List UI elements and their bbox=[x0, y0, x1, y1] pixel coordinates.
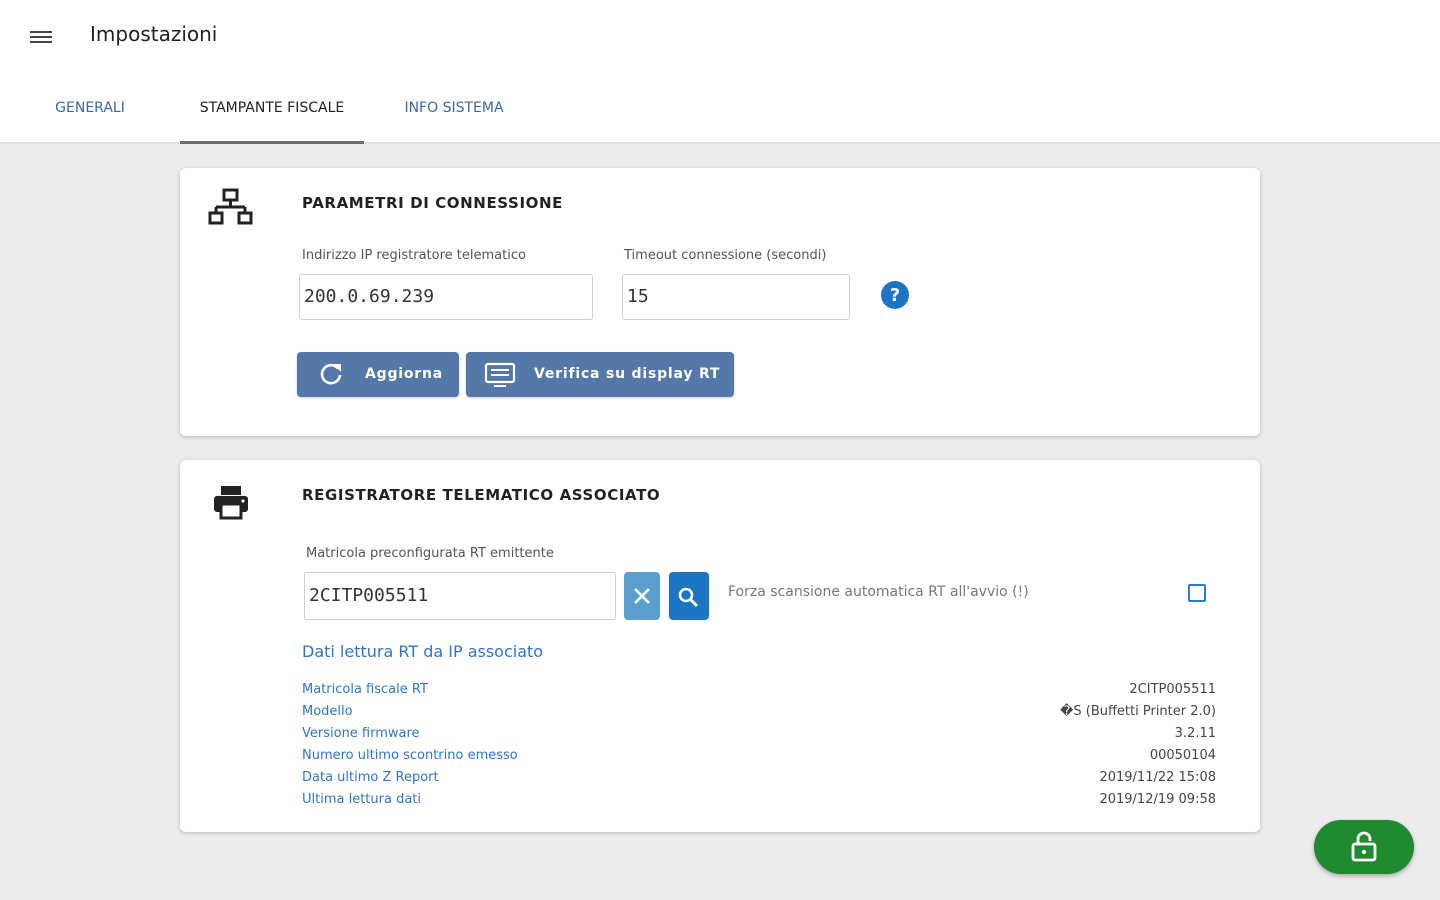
verify-display-button[interactable] bbox=[466, 352, 734, 397]
timeout-label: Timeout connessione (secondi) bbox=[624, 248, 827, 263]
info-value: �S (Buffetti Printer 2.0) bbox=[1060, 704, 1216, 719]
display-icon bbox=[484, 362, 516, 392]
register-title: REGISTRATORE TELEMATICO ASSOCIATO bbox=[302, 486, 661, 504]
tab-stampante-fiscale[interactable]: STAMPANTE FISCALE bbox=[180, 96, 364, 144]
app-header bbox=[0, 0, 1440, 144]
info-value: 2019/12/19 09:58 bbox=[1099, 792, 1216, 807]
svg-text:?: ? bbox=[889, 285, 901, 306]
info-value: 3.2.11 bbox=[1174, 726, 1216, 741]
tab-generali[interactable]: GENERALI bbox=[55, 100, 125, 116]
register-card bbox=[180, 460, 1260, 832]
force-scan-checkbox[interactable] bbox=[1188, 584, 1206, 602]
info-row-firmware bbox=[302, 726, 1216, 748]
info-label: Ultima lettura dati bbox=[302, 792, 422, 807]
refresh-button[interactable] bbox=[297, 352, 459, 397]
unlock-fab-button[interactable] bbox=[1314, 820, 1414, 874]
timeout-input[interactable]: 15 bbox=[622, 274, 850, 320]
hamburger-menu-icon[interactable] bbox=[30, 28, 52, 46]
close-icon bbox=[632, 586, 652, 606]
info-value: 00050104 bbox=[1149, 748, 1216, 763]
info-label: Versione firmware bbox=[302, 726, 420, 741]
verify-display-label: Verifica su display RT bbox=[534, 366, 721, 382]
info-label: Numero ultimo scontrino emesso bbox=[302, 748, 518, 763]
ip-label: Indirizzo IP registratore telematico bbox=[302, 248, 526, 263]
force-scan-label: Forza scansione automatica RT all'avvio (!) bbox=[728, 584, 1029, 600]
info-value: 2CITP005511 bbox=[1129, 682, 1216, 697]
clear-serial-button[interactable] bbox=[624, 572, 660, 620]
info-label: Matricola fiscale RT bbox=[302, 682, 428, 697]
connection-title: PARAMETRI DI CONNESSIONE bbox=[302, 194, 563, 212]
help-icon[interactable] bbox=[880, 280, 910, 314]
info-value: 2019/11/22 15:08 bbox=[1099, 770, 1216, 785]
serial-input[interactable]: 2CITP005511 bbox=[304, 572, 616, 620]
network-icon bbox=[208, 188, 254, 232]
refresh-icon bbox=[319, 362, 343, 390]
printer-icon bbox=[212, 484, 250, 524]
info-label: Modello bbox=[302, 704, 353, 719]
serial-label: Matricola preconfigurata RT emittente bbox=[306, 546, 554, 561]
lock-open-icon bbox=[1351, 830, 1377, 862]
info-row-model bbox=[302, 704, 1216, 726]
search-icon bbox=[677, 586, 699, 608]
ip-address-input[interactable]: 200.0.69.239 bbox=[299, 274, 593, 320]
info-row-last-receipt bbox=[302, 748, 1216, 770]
connection-card bbox=[180, 168, 1260, 436]
refresh-label: Aggiorna bbox=[365, 366, 444, 382]
info-row-z-report bbox=[302, 770, 1216, 792]
search-register-button[interactable] bbox=[669, 572, 709, 620]
rt-data-link[interactable]: Dati lettura RT da IP associato bbox=[302, 642, 544, 661]
info-row-serial bbox=[302, 682, 1216, 704]
tab-info-sistema[interactable]: INFO SISTEMA bbox=[404, 100, 504, 116]
info-label: Data ultimo Z Report bbox=[302, 770, 439, 785]
rt-info-table bbox=[302, 682, 1216, 814]
page-title: Impostazioni bbox=[90, 22, 218, 46]
info-row-last-read bbox=[302, 792, 1216, 814]
